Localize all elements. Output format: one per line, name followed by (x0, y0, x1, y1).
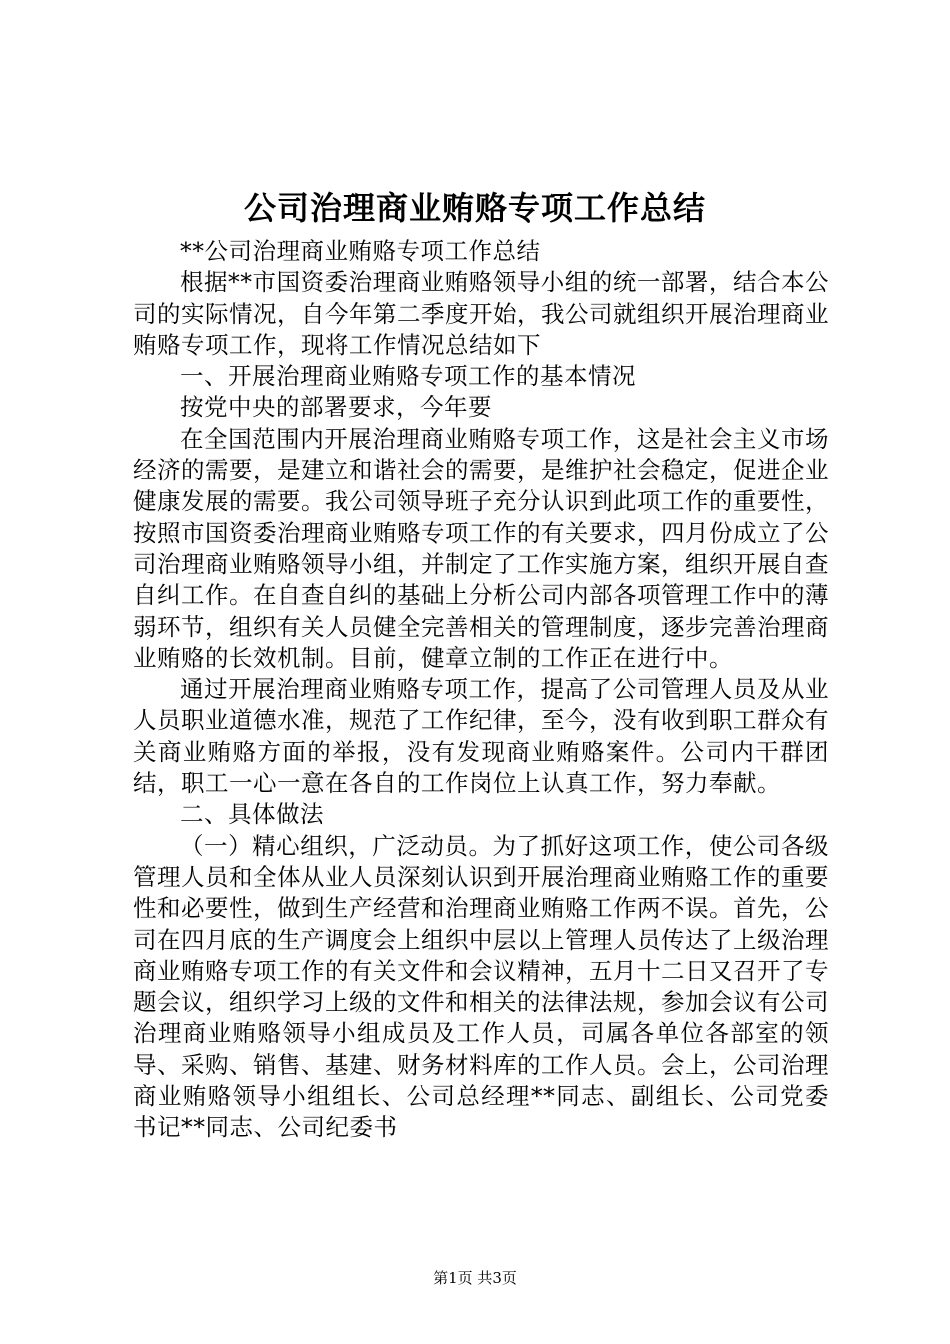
body-paragraph: 在全国范围内开展治理商业贿赂专项工作，这是社会主义市场经济的需要，是建立和谐社会的需要，是维护社会稳定，促进企业健康发展的需要。我公司领导班子充分认识到此项工作的重要性，按照市国资委治理商业贿赂专项工作的有关要求，四月份成立了公司治理商业贿赂领导小组，并制定了工作实施方案，组织开展自查自纠工作。在自查自纠的基础上分析公司内部各项管理工作中的薄弱环节，组织有关人员健全完善相关的管理制度，逐步完善治理商业贿赂的长效机制。目前，健章立制的工作正在进行中。 (133, 424, 829, 672)
page-footer: 第1页 共3页 (433, 1269, 517, 1287)
body-paragraph: （一）精心组织，广泛动员。为了抓好这项工作，使公司各级管理人员和全体从业人员深刻认识到开展治理商业贿赂工作的重要性和必要性，做到生产经营和治理商业贿赂工作两不误。首先，公司在四月底的生产调度会上组织中层以上管理人员传达了上级治理商业贿赂专项工作的有关文件和会议精神，五月十二日又召开了专题会议，组织学习上级的文件和相关的法律法规，参加会议有公司治理商业贿赂领导小组成员及工作人员，司属各单位各部室的领导、采购、销售、基建、财务材料库的工作人员。会上，公司治理商业贿赂领导小组组长、公司总经理**同志、副组长、公司党委书记**同志、公司纪委书 (133, 831, 829, 1142)
document-body (133, 236, 829, 1144)
body-paragraph: 根据**市国资委治理商业贿赂领导小组的统一部署，结合本公司的实际情况，自今年第二季度开始，我公司就组织开展治理商业贿赂专项工作，现将工作情况总结如下 (133, 268, 829, 359)
section-heading: 一、开展治理商业贿赂专项工作的基本情况 (180, 362, 636, 391)
body-paragraph: 通过开展治理商业贿赂专项工作，提高了公司管理人员及从业人员职业道德水准，规范了工作纪律，至今，没有收到职工群众有关商业贿赂方面的举报，没有发现商业贿赂案件。公司内干群团结，职工一心一意在各自的工作岗位上认真工作，努力奉献。 (133, 675, 829, 798)
document-title: 公司治理商业贿赂专项工作总结 (243, 189, 706, 227)
body-paragraph: 按党中央的部署要求，今年要 (180, 393, 492, 422)
body-paragraph: **公司治理商业贿赂专项工作总结 (180, 237, 541, 265)
section-heading: 二、具体做法 (180, 800, 324, 829)
